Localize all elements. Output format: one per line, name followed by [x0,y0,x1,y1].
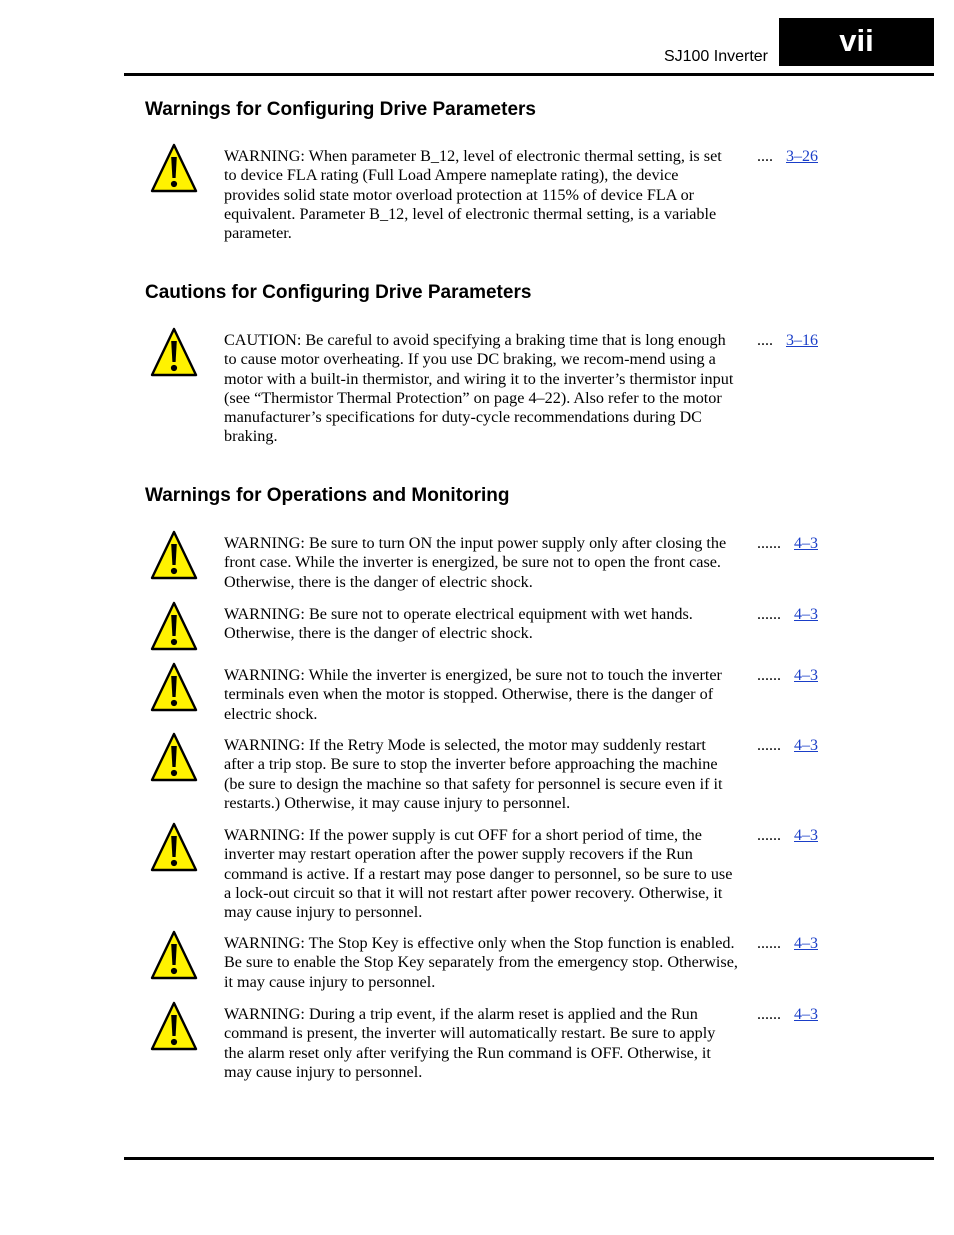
leader-dots: ...... [757,535,781,552]
warning-triangle-icon [150,1001,198,1051]
footer-rule [124,1157,934,1160]
page-reference-link[interactable]: 4–3 [794,606,818,623]
warning-text: WARNING: The Stop Key is effective only when the Stop function is enabled. Be sure to enable the Stop Key separately from the emergency stop. Otherwise, it may cause injury to personnel. [224,934,738,991]
page-reference-link[interactable]: 4–3 [794,827,818,844]
warning-triangle-icon [150,143,198,193]
warning-triangle-icon [150,662,198,712]
caution-text: CAUTION: Be careful to avoid specifying a braking time that is long enough to cause motor overheating. If you use DC braking, we recom-mend using a motor with a built-in thermistor, and wiring it to the inverter’s thermistor input (see “Thermistor Thermal Protection” on page 4–22). Also refer to the motor manufacturer’s specifications for duty-cycle recommendations during DC braking. [224,331,734,446]
header-rule [124,73,934,76]
warning-text: WARNING: If the Retry Mode is selected, the motor may suddenly restart after a trip stop. Be sure to stop the inverter before approaching the machine (be sure to design the machine so that safety for personnel is secure even if it restarts.) Otherwise, it may cause injury to personnel. [224,736,723,812]
warning-triangle-icon [150,930,198,980]
leader-dots: ...... [757,827,781,844]
section-title-warnings-config: Warnings for Configuring Drive Parameters [145,99,536,120]
warning-triangle-icon [150,601,198,651]
warning-text: WARNING: If the power supply is cut OFF for a short period of time, the inverter may restart operation after the power supply recovers if the Run command is active. If a restart may pose danger to personnel, so be sure to use a lock-out circuit so that it will not restart after power recovery. Otherwise, it may cause injury to personnel. [224,826,733,922]
page-reference-link[interactable]: 4–3 [794,535,818,552]
warning-text: WARNING: Be sure to turn ON the input power supply only after closing the front case. While the inverter is energized, be sure not to open the front case. Otherwise, there is the danger of electric shock. [224,534,727,591]
leader-dots: ...... [757,606,781,623]
section-title-cautions-config: Cautions for Configuring Drive Parameters [145,282,532,303]
leader-dots: ...... [757,935,781,952]
warning-triangle-icon [150,732,198,782]
page-reference-link[interactable]: 4–3 [794,737,818,754]
leader-dots: .... [757,332,773,349]
warning-triangle-icon [150,327,198,377]
warning-text: WARNING: During a trip event, if the alarm reset is applied and the Run command is present, the inverter will automatically restart. Be sure to apply the alarm reset only after verifying the Run command is OFF. Otherwise, it may cause injury to personnel. [224,1005,716,1081]
warning-triangle-icon [150,822,198,872]
leader-dots: ...... [757,667,781,684]
warning-text: WARNING: When parameter B_12, level of electronic thermal setting, is set to device FLA rating (Full Load Ampere nameplate rating), the device provides solid state motor overload protection at 115% of device FLA or equivalent. Parameter B_12, level of electronic thermal setting, is a variable parameter. [224,147,722,243]
warning-text: WARNING: While the inverter is energized, be sure not to touch the inverter terminals even when the motor is stopped. Otherwise, there is the danger of electric shock. [224,666,722,723]
page-number-tab: vii [779,18,934,66]
leader-dots: .... [757,148,773,165]
page-reference-link[interactable]: 4–3 [794,667,818,684]
page-reference-link[interactable]: 3–16 [786,332,818,349]
leader-dots: ...... [757,1006,781,1023]
page-reference-link[interactable]: 4–3 [794,1006,818,1023]
page-reference-link[interactable]: 4–3 [794,935,818,952]
leader-dots: ...... [757,737,781,754]
header-title: SJ100 Inverter [663,48,768,65]
warning-text: WARNING: Be sure not to operate electrical equipment with wet hands. Otherwise, there is the danger of electric shock. [224,605,693,643]
section-title-warnings-operations: Warnings for Operations and Monitoring [145,485,510,506]
page-reference-link[interactable]: 3–26 [786,148,818,165]
warning-triangle-icon [150,530,198,580]
